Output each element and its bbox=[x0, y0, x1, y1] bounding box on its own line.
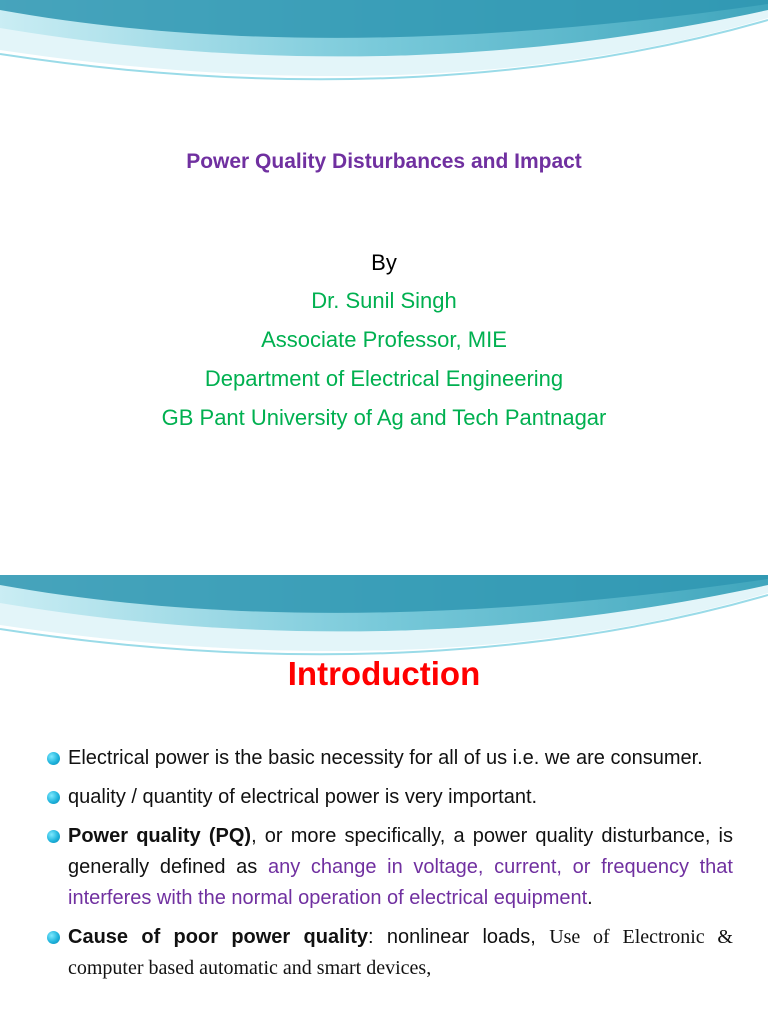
bullet-item bbox=[44, 922, 733, 984]
header-wave-decoration bbox=[0, 575, 768, 665]
slide-gap bbox=[0, 560, 768, 575]
bullet-text: : nonlinear loads, bbox=[368, 926, 550, 948]
author-name: Dr. Sunil Singh bbox=[311, 288, 457, 313]
bullet-text: . bbox=[587, 887, 593, 909]
bullet-list bbox=[44, 743, 733, 992]
bullet-bold-term: Power quality (PQ) bbox=[68, 825, 252, 847]
by-label: By bbox=[371, 250, 397, 275]
bullet-icon bbox=[47, 791, 60, 804]
bullet-item bbox=[44, 782, 733, 813]
bullet-icon bbox=[47, 752, 60, 765]
bullet-icon bbox=[47, 830, 60, 843]
bullet-text: Electrical power is the basic necessity for all of us i.e. we are consumer. bbox=[68, 747, 703, 769]
bullet-bold-term: Cause of poor power quality bbox=[68, 926, 368, 948]
author-position: Associate Professor, MIE bbox=[261, 327, 507, 352]
author-university: GB Pant University of Ag and Tech Pantnagar bbox=[161, 405, 607, 430]
bullet-icon bbox=[47, 931, 60, 944]
bullet-text: quality / quantity of electrical power is very important. bbox=[68, 786, 538, 808]
bullet-text: , or more specifically, a power quality disturbance, is generally defined as bbox=[68, 825, 733, 878]
bullet-item bbox=[44, 743, 733, 774]
author-department: Department of Electrical Engineering bbox=[204, 366, 564, 391]
slide-title: Power Quality Disturbances and Impact bbox=[186, 150, 582, 173]
introduction-heading: Introduction bbox=[287, 655, 481, 692]
bullet-highlight: any change in voltage, current, or frequency that interferes with the normal operation of electrical equipment bbox=[68, 856, 733, 909]
bullet-text: Use of Electronic & computer based automatic and smart devices, bbox=[68, 926, 733, 979]
bullet-item bbox=[44, 821, 733, 914]
introduction-slide bbox=[0, 575, 768, 1024]
header-wave-decoration bbox=[0, 0, 768, 90]
